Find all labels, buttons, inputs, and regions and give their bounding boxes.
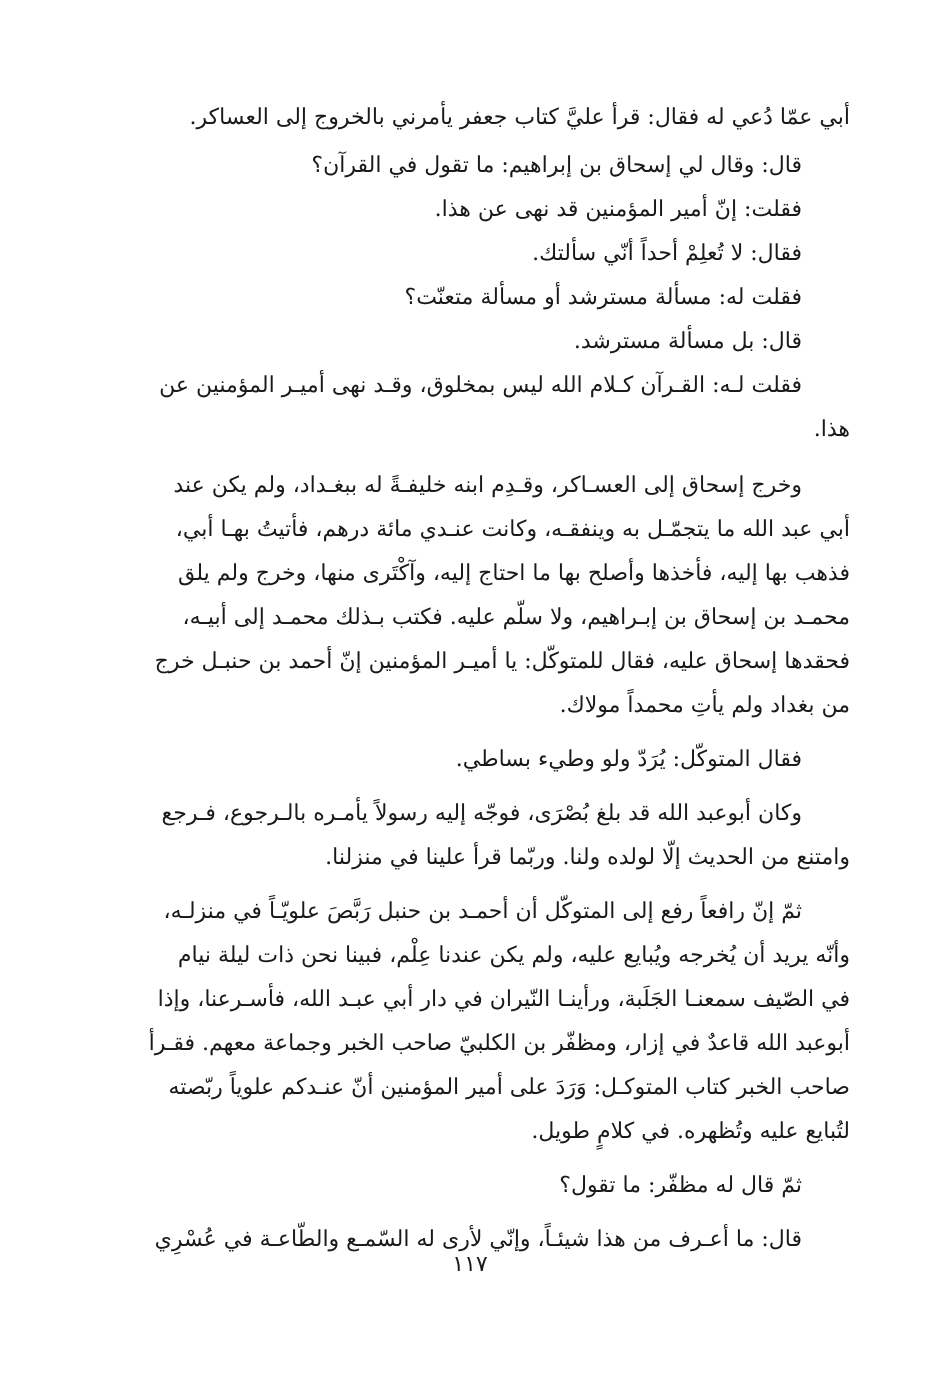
text-line: هذا. [813,417,850,442]
text-line: صاحب الخبر كتاب المتوكـل: وَرَدَ على أمير المؤمنين أنّ عنـدكم علوياً ربّصته [168,1075,850,1100]
paragraph [128,464,850,728]
text-line: فقلت: إنّ أمير المؤمنين قد نهى عن هذا. [434,197,802,222]
dialogue-block [128,144,850,408]
text-line: وخرج إسحاق إلى العسـاكر، وقـدِم ابنه خليفـةً له ببغـداد، ولم يكن عند [173,473,802,498]
text-line: أبي عبد الله ما يتجمّـل به وينفقـه، وكانت عنـدي مائة درهم، فأتيتُ بهـا أبي، [175,517,850,542]
text-line: قال: ما أعـرف من هذا شيئـاً، وإنّي لأرى له السّمـع والطّاعـة في عُسْرِي [154,1227,802,1252]
text-line: وامتنع من الحديث إلّا لولده ولنا. وربّما قرأ علينا في منزلنا. [325,845,850,870]
paragraph-opening [128,96,850,140]
paragraph [128,792,850,880]
paragraph [128,890,850,1154]
text-line: لتُبايع عليه وتُظهره. في كلامٍ طويل. [531,1119,850,1144]
text-line: فقال المتوكّل: يُرَدّ ولو وطيء بساطي. [455,747,802,772]
text-line: فقال: لا تُعلِمْ أحداً أنّي سألتك. [532,241,802,266]
text-line: فقلت له: مسألة مسترشد أو مسألة متعنّت؟ [404,285,802,310]
text-line: محمـد بن إسحاق بن إبـراهيم، ولا سلّم عليه. فكتب بـذلك محمـد إلى أبيـه، [182,605,850,630]
text-line: قال: وقال لي إسحاق بن إبراهيم: ما تقول في القرآن؟ [311,153,802,178]
page-number: ١١٧ [452,1252,488,1277]
page-body [128,96,850,1272]
paragraph [128,738,850,782]
text-line: قال: بل مسألة مسترشد. [573,329,802,354]
text-line: ثمّ قال له مظفّر: ما تقول؟ [559,1173,802,1198]
text-line: ثمّ إنّ رافعاً رفع إلى المتوكّل أن أحمـد بن حنبل رَبَّصَ علويّـاً في منزلـه، [163,899,802,924]
text-line: فحقدها إسحاق عليه، فقال للمتوكّل: يا أميـر المؤمنين إنّ أحمد بن حنبـل خرج [154,649,850,674]
text-line: فذهب بها إليه، فأخذها وأصلح بها ما احتاج إليه، وآكْتَرى منها، وخرج ولم يلق [178,561,850,586]
text-line: وكان أبوعبد الله قد بلغ بُصْرَى، فوجّه إليه رسولاً يأمـره بالـرجوع، فـرجع [161,801,802,826]
text-line: فقلت لـه: القـرآن كـلام الله ليس بمخلوق، وقـد نهى أميـر المؤمنين عن [159,373,802,398]
paragraph [128,1164,850,1208]
paragraph-continuation [128,408,850,452]
text-line: في الصّيف سمعنـا الجَلَبة، ورأينـا النّيران في دار أبي عبـد الله، فأسـرعنا، وإذا [157,987,850,1012]
text-line: أبي عمّا دُعي له فقال: قرأ عليَّ كتاب جعفر يأمرني بالخروج إلى العساكر. [189,105,850,130]
text-line: أبوعبد الله قاعدٌ في إزار، ومظفّر بن الكلبيّ صاحب الخبر وجماعة معهم. فقـرأ [148,1031,850,1056]
text-line: وأنّه يريد أن يُخرجه ويُبايع عليه، ولم يكن عندنا عِلْم، فبينا نحن ذات ليلة نيام [177,943,850,968]
text-line: من بغداد ولم يأتِ محمداً مولاك. [559,693,850,718]
